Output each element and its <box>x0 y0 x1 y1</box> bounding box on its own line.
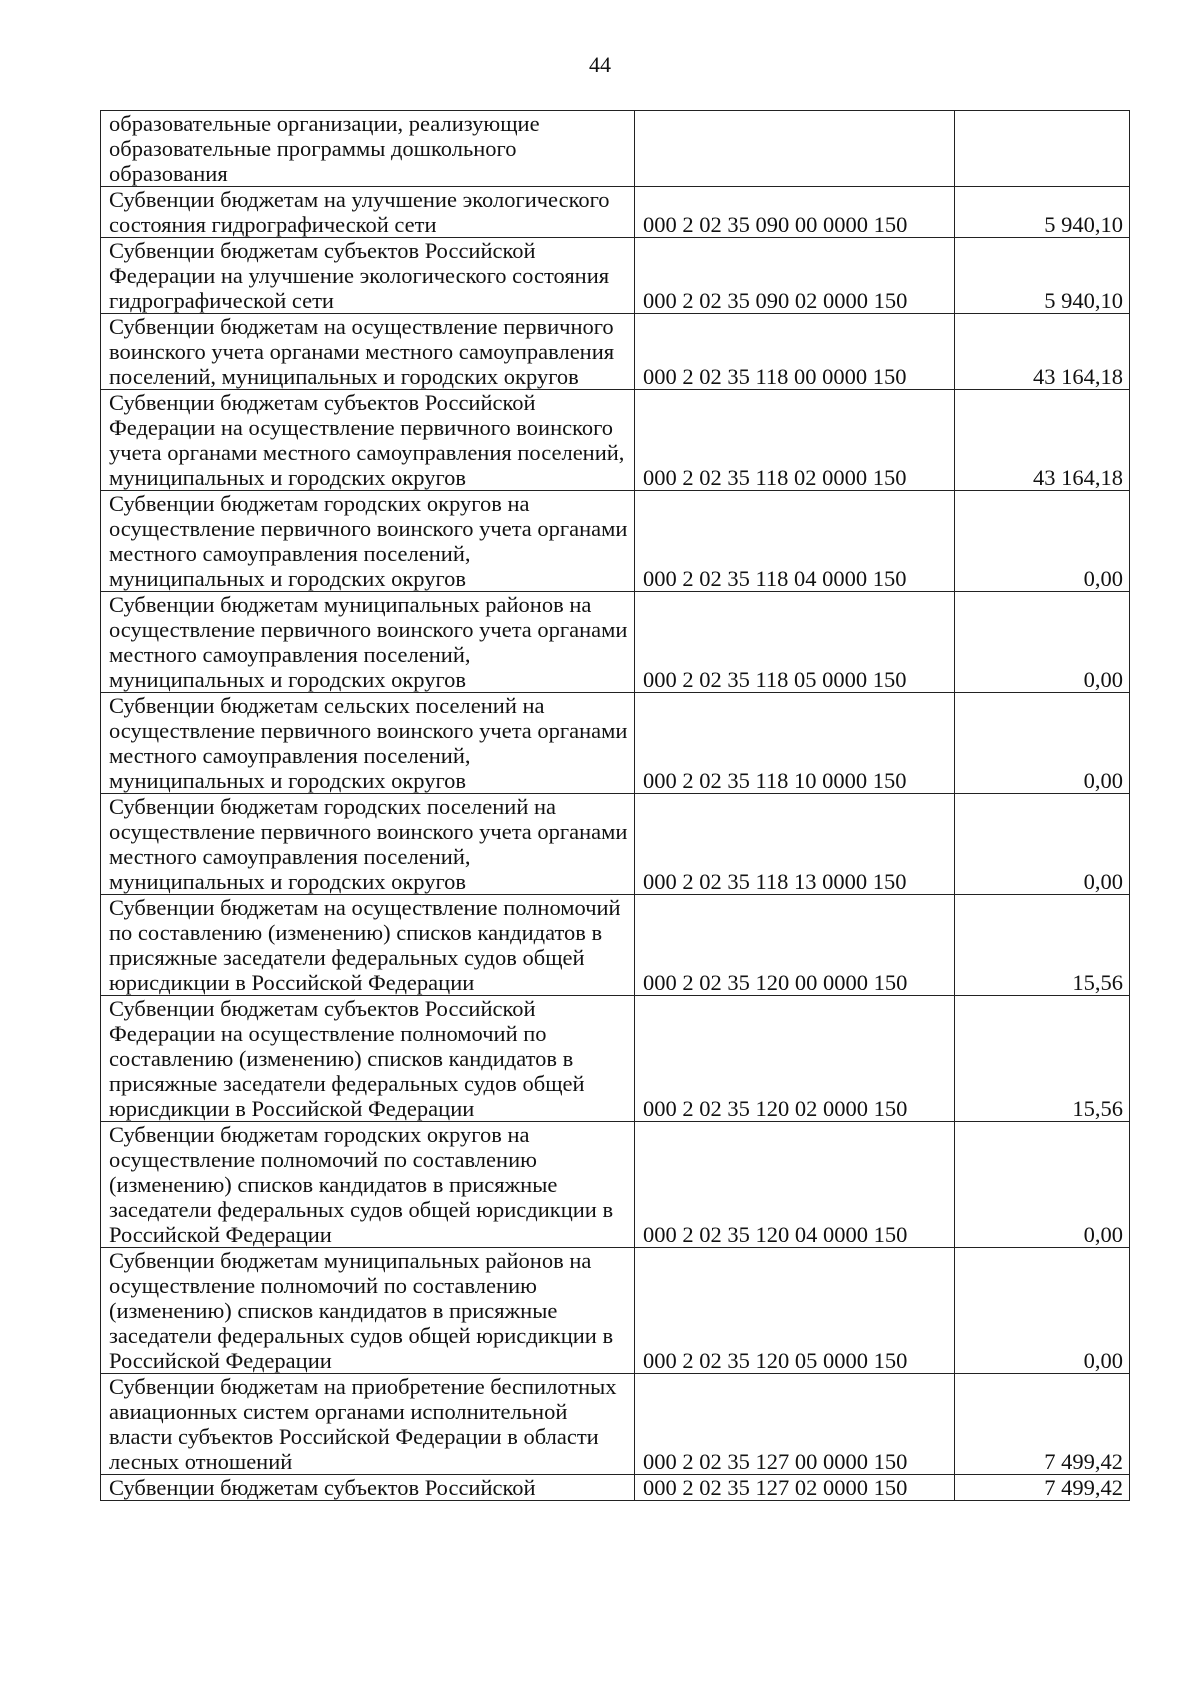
row-description: Субвенции бюджетам субъектов Российской Федерации на осуществление полномочий по составлению (изменению) списков кандидатов в присяжные заседатели федеральных судов общей юрисдикции в Российской Федерации <box>101 996 635 1122</box>
row-code: 000 2 02 35 120 02 0000 150 <box>635 996 955 1122</box>
budget-table <box>100 110 1130 1501</box>
row-code: 000 2 02 35 127 02 0000 150 <box>635 1475 955 1501</box>
table-row <box>101 1248 1130 1374</box>
table-row <box>101 491 1130 592</box>
row-code: 000 2 02 35 090 02 0000 150 <box>635 238 955 314</box>
row-code <box>635 111 955 187</box>
row-amount: 0,00 <box>955 1248 1130 1374</box>
table-row <box>101 390 1130 491</box>
row-description: Субвенции бюджетам сельских поселений на осуществление первичного воинского учета органами местного самоуправления поселений, муниципальных и городских округов <box>101 693 635 794</box>
row-code: 000 2 02 35 118 04 0000 150 <box>635 491 955 592</box>
row-description: Субвенции бюджетам городских округов на осуществление первичного воинского учета органами местного самоуправления поселений, муниципальных и городских округов <box>101 491 635 592</box>
row-code: 000 2 02 35 127 00 0000 150 <box>635 1374 955 1475</box>
table-row <box>101 111 1130 187</box>
table-row <box>101 996 1130 1122</box>
row-code: 000 2 02 35 118 00 0000 150 <box>635 314 955 390</box>
row-description: образовательные организации, реализующие образовательные программы дошкольного образования <box>101 111 635 187</box>
table-row <box>101 1122 1130 1248</box>
row-amount: 15,56 <box>955 996 1130 1122</box>
row-description: Субвенции бюджетам субъектов Российской <box>101 1475 635 1501</box>
row-amount: 0,00 <box>955 794 1130 895</box>
row-code: 000 2 02 35 118 10 0000 150 <box>635 693 955 794</box>
row-description: Субвенции бюджетам на осуществление первичного воинского учета органами местного самоуправления поселений, муниципальных и городских округов <box>101 314 635 390</box>
row-amount: 5 940,10 <box>955 187 1130 238</box>
row-description: Субвенции бюджетам субъектов Российской Федерации на осуществление первичного воинского учета органами местного самоуправления поселений, муниципальных и городских округов <box>101 390 635 491</box>
row-description: Субвенции бюджетам городских поселений на осуществление первичного воинского учета органами местного самоуправления поселений, муниципальных и городских округов <box>101 794 635 895</box>
row-code: 000 2 02 35 118 02 0000 150 <box>635 390 955 491</box>
row-code: 000 2 02 35 090 00 0000 150 <box>635 187 955 238</box>
table-row <box>101 1475 1130 1501</box>
table-row <box>101 895 1130 996</box>
row-amount: 0,00 <box>955 1122 1130 1248</box>
table-row <box>101 794 1130 895</box>
row-amount: 43 164,18 <box>955 314 1130 390</box>
row-code: 000 2 02 35 120 00 0000 150 <box>635 895 955 996</box>
page-number: 44 <box>589 52 611 77</box>
table-row <box>101 592 1130 693</box>
row-amount: 7 499,42 <box>955 1374 1130 1475</box>
row-description: Субвенции бюджетам субъектов Российской Федерации на улучшение экологического состояния гидрографической сети <box>101 238 635 314</box>
row-amount: 0,00 <box>955 592 1130 693</box>
row-code: 000 2 02 35 120 05 0000 150 <box>635 1248 955 1374</box>
table-row <box>101 1374 1130 1475</box>
row-code: 000 2 02 35 118 05 0000 150 <box>635 592 955 693</box>
row-amount <box>955 111 1130 187</box>
row-code: 000 2 02 35 118 13 0000 150 <box>635 794 955 895</box>
row-code: 000 2 02 35 120 04 0000 150 <box>635 1122 955 1248</box>
row-description: Субвенции бюджетам городских округов на осуществление полномочий по составлению (изменению) списков кандидатов в присяжные заседатели федеральных судов общей юрисдикции в Российской Федерации <box>101 1122 635 1248</box>
table-row <box>101 314 1130 390</box>
row-amount: 0,00 <box>955 693 1130 794</box>
row-amount: 43 164,18 <box>955 390 1130 491</box>
row-description: Субвенции бюджетам на осуществление полномочий по составлению (изменению) списков кандидатов в присяжные заседатели федеральных судов общей юрисдикции в Российской Федерации <box>101 895 635 996</box>
row-amount: 15,56 <box>955 895 1130 996</box>
row-amount: 0,00 <box>955 491 1130 592</box>
table-row <box>101 238 1130 314</box>
row-amount: 5 940,10 <box>955 238 1130 314</box>
row-description: Субвенции бюджетам на приобретение беспилотных авиационных систем органами исполнительной власти субъектов Российской Федерации в области лесных отношений <box>101 1374 635 1475</box>
row-description: Субвенции бюджетам на улучшение экологического состояния гидрографической сети <box>101 187 635 238</box>
row-description: Субвенции бюджетам муниципальных районов на осуществление полномочий по составлению (изменению) списков кандидатов в присяжные заседатели федеральных судов общей юрисдикции в Российской Федерации <box>101 1248 635 1374</box>
row-amount: 7 499,42 <box>955 1475 1130 1501</box>
table-row <box>101 693 1130 794</box>
row-description: Субвенции бюджетам муниципальных районов на осуществление первичного воинского учета органами местного самоуправления поселений, муниципальных и городских округов <box>101 592 635 693</box>
table-row <box>101 187 1130 238</box>
